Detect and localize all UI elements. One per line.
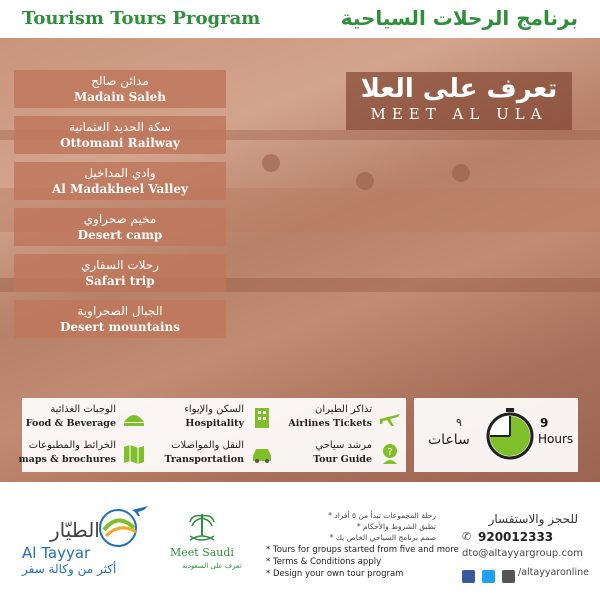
car-icon — [250, 442, 274, 466]
hours-number-ar: ٩ — [456, 416, 462, 429]
service-item — [18, 440, 146, 470]
note-line-ar: صمم برنامج السياحي الخاص بك * — [329, 533, 436, 542]
service-item — [146, 440, 274, 470]
service-en: Food & Beverage — [25, 418, 116, 429]
destination-item — [14, 208, 226, 246]
destination-en: Safari trip — [85, 274, 155, 288]
destination-item — [14, 116, 226, 154]
service-ar: النقل والمواصلات — [171, 440, 244, 451]
service-en: Hospitality — [185, 418, 244, 429]
destination-ar: الجبال الصحراوية — [77, 304, 163, 318]
destination-ar: رحلات السفاري — [80, 258, 160, 272]
destination-item — [14, 162, 226, 200]
destination-en: Desert mountains — [60, 320, 180, 334]
footer — [0, 482, 600, 600]
note-line-en: * Tours for groups started from five and more — [266, 545, 459, 555]
phone-number[interactable]: 920012333 — [478, 530, 554, 544]
destination-item — [14, 70, 226, 108]
destination-item — [14, 300, 226, 338]
rosette-icon — [452, 164, 470, 182]
airplane-icon — [378, 406, 402, 430]
map-icon — [122, 442, 146, 466]
services-panel — [18, 398, 406, 472]
service-ar: مرشد سياحي — [315, 440, 372, 451]
booking-label-ar: للحجز والاستفسار — [488, 512, 578, 526]
destination-ar: وادي المداخيل — [84, 166, 156, 180]
service-en: Transportation — [164, 454, 244, 465]
service-item — [146, 404, 274, 434]
instagram-icon[interactable] — [502, 570, 515, 583]
facebook-icon[interactable] — [462, 570, 475, 583]
header — [0, 0, 600, 38]
svg-text:?: ? — [387, 447, 393, 458]
meet-alula-box — [346, 72, 572, 130]
social-icons — [462, 566, 517, 580]
rosette-icon — [356, 172, 374, 190]
note-line-en: * Design your own tour program — [266, 569, 404, 579]
meet-saudi-label: Meet Saudi — [170, 546, 234, 559]
rosette-icon — [262, 154, 280, 172]
service-item — [274, 440, 402, 470]
building-icon — [250, 406, 274, 430]
meet-saudi-label-ar: تعرف على السعودية — [182, 562, 242, 570]
hours-label-ar: ساعات — [428, 432, 470, 448]
hours-number-en: 9 — [540, 416, 549, 430]
service-en: Tour Guide — [313, 454, 372, 465]
destination-ar: سكة الحديد العثمانية — [69, 120, 171, 134]
al-tayyar-globe-logo — [92, 502, 152, 550]
brand-name-ar: الطيّار — [50, 518, 100, 542]
service-ar: تذاكر الطيران — [315, 404, 372, 415]
page-title-ar: برنامج الرحلات السياحية — [340, 6, 578, 30]
email-link[interactable]: dto@altayyargroup.com — [462, 548, 583, 559]
destination-en: Madain Saleh — [73, 90, 167, 104]
food-icon — [122, 406, 146, 430]
guide-icon — [378, 442, 402, 466]
twitter-icon[interactable] — [482, 570, 495, 583]
service-ar: الوجبات الغذائية — [50, 404, 116, 415]
notes-en — [266, 544, 459, 580]
service-ar: السكن والإيواء — [184, 404, 244, 415]
duration-panel — [414, 398, 578, 472]
clock-icon — [484, 406, 536, 462]
destination-en: Ottomani Railway — [60, 136, 180, 150]
note-line-ar: رحلة المجموعات تبدأ من ٥ أفراد * — [328, 511, 436, 520]
alula-title-en: MEET AL ULA — [370, 105, 548, 123]
hours-label-en: Hours — [538, 432, 574, 446]
page-title-en: Tourism Tours Program — [22, 8, 261, 29]
service-ar: الخرائط والمطبوعات — [28, 440, 116, 451]
brand-name-en: Al Tayyar — [22, 544, 91, 562]
destination-item — [14, 254, 226, 292]
note-line-ar: تطبق الشروط والأحكام * — [356, 522, 436, 531]
destination-ar: مدائن صالح — [91, 74, 149, 88]
destination-en: Desert camp — [77, 228, 163, 242]
palm-swords-emblem — [184, 510, 220, 546]
service-item — [274, 404, 402, 434]
alula-title-ar: تعرف على العلا — [360, 74, 558, 104]
notes-ar — [292, 510, 436, 543]
destination-ar: مخيم صحراوي — [83, 212, 157, 226]
destination-en: Al Madakheel Valley — [51, 182, 189, 196]
brand-tagline: أكثر من وكالة سفر — [22, 562, 117, 576]
service-en: Airlines Tickets — [288, 418, 372, 429]
service-item — [18, 404, 146, 434]
note-line-en: * Terms & Conditions apply — [266, 557, 382, 567]
phone-icon: ✆ — [462, 530, 472, 543]
service-en: maps & brochures — [18, 454, 116, 465]
social-handle[interactable]: /altayyaronline — [518, 567, 589, 578]
